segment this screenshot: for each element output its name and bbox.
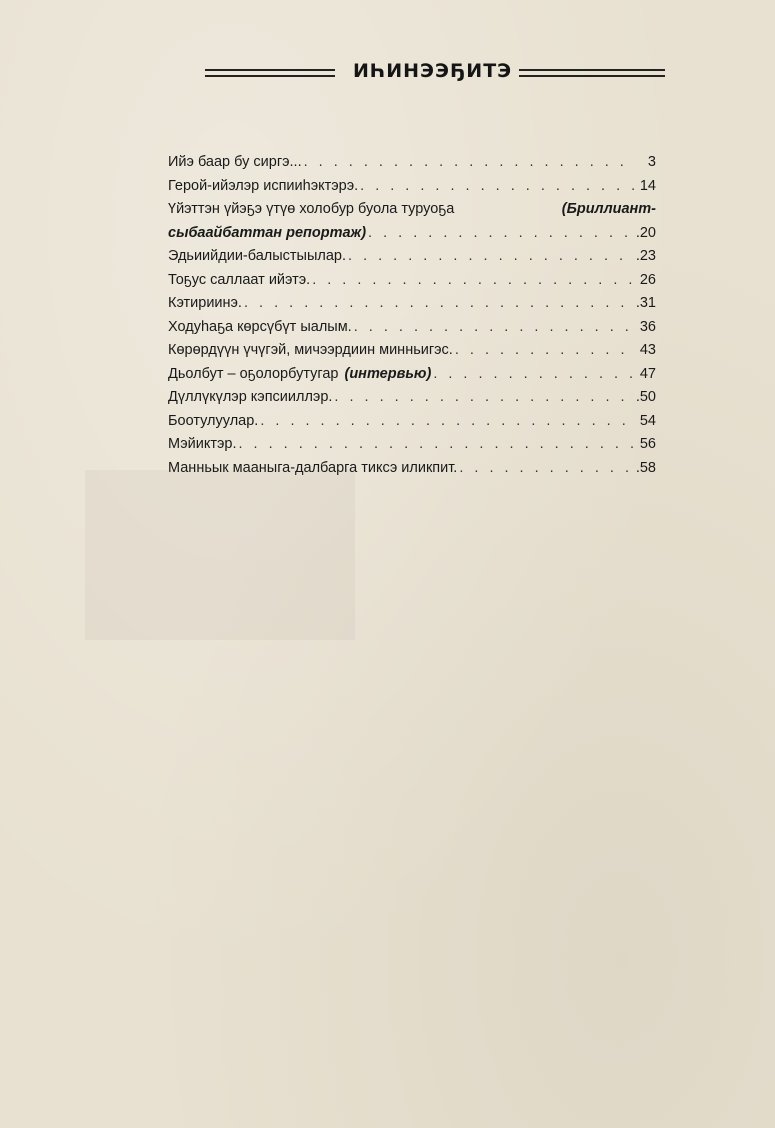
contents-header bbox=[205, 60, 665, 86]
header-rule-left bbox=[205, 69, 335, 77]
toc-entry[interactable] bbox=[168, 436, 656, 460]
toc-entry[interactable] bbox=[168, 272, 656, 296]
toc-entry[interactable] bbox=[168, 154, 656, 178]
toc-entry-page: .58 bbox=[635, 459, 656, 476]
dot-leader bbox=[433, 366, 636, 382]
toc-entry-title: Ийэ баар бу сиргэ... bbox=[168, 154, 302, 170]
toc-entry-page: .23 bbox=[635, 248, 656, 264]
toc-entry-title: Дьолбут – оҕолорбутугар bbox=[168, 365, 339, 382]
toc-entry[interactable] bbox=[168, 460, 656, 484]
header-rule-right bbox=[519, 69, 665, 77]
toc-entry-subtitle: (Бриллиант- bbox=[561, 201, 656, 217]
toc-entry-title: Тоҕус саллаат ийэтэ. bbox=[168, 271, 311, 288]
dot-leader bbox=[334, 389, 633, 405]
toc-entry-page: 47 bbox=[639, 365, 656, 382]
toc-entry-title: Мэйиктэр. bbox=[168, 436, 237, 452]
toc-entry-title: Ходуһаҕа көрсүбүт ыалым. bbox=[168, 318, 352, 335]
toc-entry-title: Көрөрдүүн үчүгэй, мичээрдиин минньигэс. bbox=[168, 342, 453, 358]
dot-leader bbox=[368, 225, 634, 241]
toc-entry-title: Кэтириинэ. bbox=[168, 295, 242, 311]
dot-leader bbox=[459, 460, 634, 476]
toc-entry[interactable] bbox=[168, 389, 656, 413]
toc-entry-page: 26 bbox=[639, 271, 656, 288]
table-of-contents bbox=[168, 154, 656, 483]
toc-entry[interactable] bbox=[168, 319, 656, 343]
toc-entry[interactable] bbox=[168, 178, 656, 202]
toc-entry[interactable] bbox=[168, 366, 656, 390]
page-title: ИҺИНЭЭҔИТЭ bbox=[353, 60, 513, 82]
toc-entry-page: .20 bbox=[635, 224, 656, 241]
toc-entry-title: Манньык мааныга-далбарга тиксэ иликпит. bbox=[168, 459, 458, 476]
dot-leader bbox=[455, 342, 636, 358]
toc-entry-subtitle: (интервью) bbox=[344, 365, 432, 382]
toc-entry[interactable] bbox=[168, 413, 656, 437]
dot-leader bbox=[354, 319, 636, 335]
toc-entry-title: Дүллүкүлэр кэпсииллэр. bbox=[168, 389, 333, 405]
toc-entry-title: Эдьиийдии-балыстыылар. bbox=[168, 248, 347, 264]
dot-leader bbox=[360, 178, 636, 194]
toc-entry[interactable] bbox=[168, 201, 656, 225]
toc-entry-page: 56 bbox=[639, 436, 656, 452]
toc-entry-continuation[interactable] bbox=[168, 225, 656, 249]
toc-entry-page: 3 bbox=[647, 154, 656, 170]
toc-entry[interactable] bbox=[168, 248, 656, 272]
toc-entry-page: 36 bbox=[639, 318, 656, 335]
toc-entry[interactable] bbox=[168, 295, 656, 319]
toc-entry-title: Боотулуулар. bbox=[168, 412, 259, 429]
toc-entry-subtitle: сыбаайбаттан репортаж) bbox=[168, 224, 367, 241]
show-through-shadow bbox=[85, 470, 355, 640]
toc-entry-title: Үйэттэн үйэҕэ үтүө холобур буола туруоҕа bbox=[168, 201, 455, 217]
dot-leader bbox=[312, 272, 636, 288]
dot-leader bbox=[348, 248, 634, 264]
dot-leader bbox=[244, 295, 634, 311]
toc-entry-page: 43 bbox=[639, 342, 656, 358]
dot-leader bbox=[304, 154, 636, 170]
toc-entry-page: .31 bbox=[635, 295, 656, 311]
dot-leader bbox=[238, 436, 636, 452]
toc-entry-page: 14 bbox=[639, 177, 656, 194]
toc-entry-page: .50 bbox=[635, 389, 656, 405]
dot-leader bbox=[260, 413, 636, 429]
toc-entry[interactable] bbox=[168, 342, 656, 366]
toc-entry-page: 54 bbox=[639, 412, 656, 429]
toc-entry-title: Герой-ийэлэр испииһэктэрэ. bbox=[168, 177, 359, 194]
